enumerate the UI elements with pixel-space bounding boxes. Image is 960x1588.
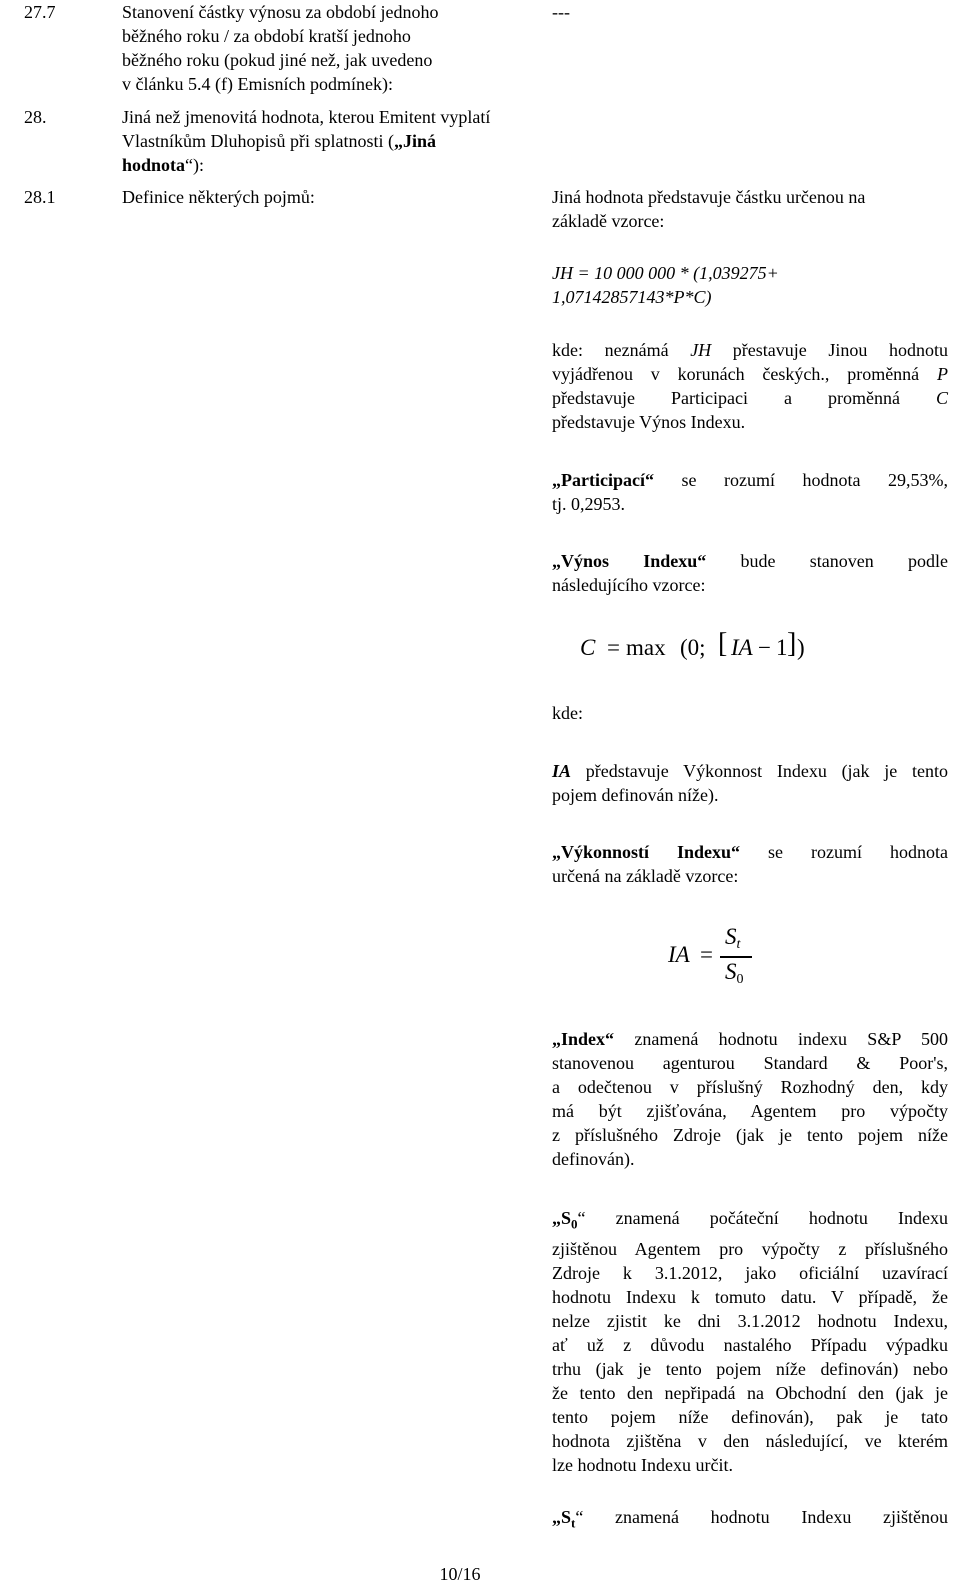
s0-definition: $„S_0“$ znamená počáteční hodnotu Indexu zjištěnou Agentem pro výpočty z příslušného Zdroje k 3.1.2012, jako oficiální uzavírací hodnotu Indexu k tomuto datu. V případě, že nelze zjistit ke dni 3.1.2012 hodnotu Indexu, ať už z důvodu nastalého Případu výpadku trhu (jak je tento pojem níže definován) nebo že tento den nepřipadá na Obchodní den (jak je tento pojem níže definován), pak je tato hodnota zjištěna v den následující, ve kterém lze hodnotu Indexu určit. (552, 1208, 948, 1475)
page-number: 10/16 (439, 1564, 481, 1584)
participation-paragraph: „Participací“ se rozumí hodnota 29,53%, tj. 0,2953. (552, 470, 948, 514)
formula-c: C = max (0; [ IA − 1 ] ) (580, 628, 805, 660)
formula-jh: JH = 10 000 000 * (1,039275+ 1,07142857143*P*C) (552, 263, 779, 307)
item-label-28-1: Definice některých pojmů: (122, 187, 315, 207)
term-participation: „Participací“ (552, 470, 654, 490)
st-definition: $„S_t“$ znamená hodnotu Indexu zjištěnou (552, 1507, 948, 1531)
label-line: běžného roku / za období kratší jednoho (122, 26, 411, 46)
item-number-28-1: 28.1 (24, 187, 56, 207)
label-line: Vlastníkům Dluhopisů při splatnosti („Jiná (122, 131, 437, 151)
kde-label: kde: (552, 703, 583, 723)
label-line: v článku 5.4 (f) Emisních podmínek): (122, 74, 393, 94)
label-line: běžného roku (pokud jiné než, jak uvedeno (122, 50, 433, 70)
yield-paragraph: „Výnos Indexu“ bude stanoven podle následujícího vzorce: (552, 551, 948, 595)
kde-paragraph: kde: neznámá JH přestavuje Jinou hodnotu vyjádřenou v korunách českých., proměnná P představuje Participaci a proměnná C představuje Výnos Indexu. (552, 340, 949, 432)
term-s0: $„S_0“$ (552, 1208, 586, 1232)
term-performance: „Výkonností Indexu“ (552, 842, 741, 862)
item-label-27-7 (122, 0, 506, 96)
label-line: Jiná než jmenovitá hodnota, kterou Emitent vyplatí (122, 107, 491, 127)
performance-paragraph: „Výkonností Indexu“ se rozumí hodnota určená na základě vzorce: (552, 842, 948, 886)
fraction-bar (720, 956, 752, 958)
label-line: hodnota“): (122, 155, 205, 175)
formula-ia: IA = St S0 (668, 920, 778, 1000)
item-value-27-7: --- (552, 2, 570, 22)
item-number-28: 28. (24, 107, 47, 127)
ia-definition: IA představuje Výkonnost Indexu (jak je tento pojem definován níže). (552, 761, 948, 805)
term-index: „Index“ (552, 1029, 615, 1049)
item-number-27-7: 27.7 (24, 2, 56, 22)
intro-text: Jiná hodnota představuje částku určenou na základě vzorce: (552, 187, 866, 231)
label-line: Stanovení částky výnosu za období jednoho (122, 2, 439, 22)
index-definition: „Index“ znamená hodnotu indexu S&P 500 stanovenou agenturou Standard & Poor's, a odečtenou v příslušný Rozhodný den, kdy má být zjišťována, Agentem pro výpočty z příslušného Zdroje (jak je tento pojem níže definován). (552, 1029, 948, 1169)
term-yield: „Výnos Indexu“ (552, 551, 707, 571)
item-label-28 (122, 105, 542, 177)
term-st: $„S_t“$ (552, 1507, 584, 1531)
term-other-value: „Jiná (394, 131, 437, 151)
